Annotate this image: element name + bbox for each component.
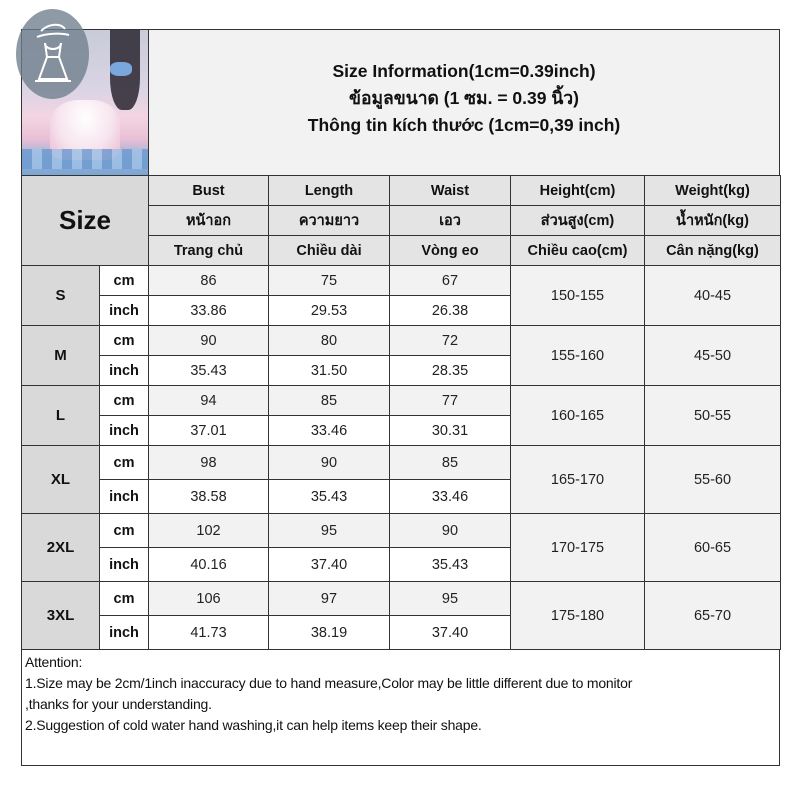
table-row [22,446,781,480]
size-label: S [22,266,100,326]
cell-value-cm: 77 [390,386,511,416]
title-english: Size Information(1cm=0.39inch) [332,61,596,81]
unit-label-inch: inch [100,356,149,386]
cell-value-cm: 67 [390,266,511,296]
col-header-weight: Weight(kg) [645,176,781,206]
title-thai: ข้อมูลขนาด (1 ซม. = 0.39 นิ้ว) [349,88,579,108]
cell-value-cm: 90 [390,514,511,548]
chart-header [21,29,780,175]
col-header-waist-th: เอว [390,206,511,236]
attention-note-1-continued: ,thanks for your understanding. [25,696,212,712]
attention-notes [21,650,780,766]
cell-value-inch: 37.01 [149,416,269,446]
col-header-length: Length [269,176,390,206]
cell-height-range: 175-180 [511,582,645,650]
size-label: 3XL [22,582,100,650]
cell-height-range: 165-170 [511,446,645,514]
cell-weight-range: 45-50 [645,326,781,386]
cell-weight-range: 60-65 [645,514,781,582]
unit-label-inch: inch [100,480,149,514]
cell-value-cm: 80 [269,326,390,356]
unit-label-cm: cm [100,386,149,416]
col-header-bust: Bust [149,176,269,206]
table-row [22,582,781,616]
cell-value-cm: 98 [149,446,269,480]
cell-height-range: 170-175 [511,514,645,582]
cell-value-cm: 86 [149,266,269,296]
unit-label-inch: inch [100,296,149,326]
cell-weight-range: 65-70 [645,582,781,650]
cell-value-cm: 72 [390,326,511,356]
table-row [22,326,781,356]
col-header-bust-vi: Trang chủ [149,236,269,266]
cell-value-inch: 38.58 [149,480,269,514]
cell-value-cm: 102 [149,514,269,548]
cell-value-cm: 95 [269,514,390,548]
cell-value-inch: 33.46 [269,416,390,446]
attention-heading: Attention: [25,654,83,670]
col-header-bust-th: หน้าอก [149,206,269,236]
apron-dress-icon [31,21,75,87]
unit-label-cm: cm [100,266,149,296]
cell-weight-range: 50-55 [645,386,781,446]
unit-label-cm: cm [100,326,149,356]
cell-value-cm: 90 [269,446,390,480]
cell-height-range: 160-165 [511,386,645,446]
title-vietnamese: Thông tin kích thước (1cm=0,39 inch) [307,115,621,135]
cell-value-inch: 37.40 [390,616,511,650]
header-row-english [22,176,781,206]
cell-value-inch: 33.46 [390,480,511,514]
cell-height-range: 155-160 [511,326,645,386]
attention-note-1: 1.Size may be 2cm/1inch inaccuracy due to hand measure,Color may be little different due to monitor [25,675,633,691]
cell-value-inch: 30.31 [390,416,511,446]
unit-label-inch: inch [100,416,149,446]
chart-title [149,30,779,175]
col-header-height: Height(cm) [511,176,645,206]
col-header-length-vi: Chiều dài [269,236,390,266]
size-table [21,175,781,650]
unit-label-cm: cm [100,582,149,616]
col-header-weight-th: น้ำหนัก(kg) [645,206,781,236]
cell-value-inch: 28.35 [390,356,511,386]
size-label: XL [22,446,100,514]
cell-value-inch: 31.50 [269,356,390,386]
cell-value-inch: 26.38 [390,296,511,326]
cell-value-cm: 85 [390,446,511,480]
cell-value-inch: 38.19 [269,616,390,650]
photo-frill [22,149,149,169]
cell-weight-range: 40-45 [645,266,781,326]
col-header-waist-vi: Vòng eo [390,236,511,266]
cell-value-cm: 97 [269,582,390,616]
cell-value-cm: 106 [149,582,269,616]
unit-label-cm: cm [100,446,149,480]
cell-value-inch: 33.86 [149,296,269,326]
size-chart [21,29,780,766]
cell-value-inch: 35.43 [269,480,390,514]
cell-value-inch: 29.53 [269,296,390,326]
table-row [22,514,781,548]
size-label: M [22,326,100,386]
table-row [22,386,781,416]
unit-label-cm: cm [100,514,149,548]
cell-value-cm: 75 [269,266,390,296]
cell-height-range: 150-155 [511,266,645,326]
cell-value-cm: 94 [149,386,269,416]
logo-badge [16,9,89,99]
cell-value-inch: 37.40 [269,548,390,582]
cell-value-inch: 35.43 [149,356,269,386]
cell-value-cm: 90 [149,326,269,356]
size-column-header: Size [22,176,149,266]
col-header-length-th: ความยาว [269,206,390,236]
col-header-weight-vi: Cân nặng(kg) [645,236,781,266]
col-header-waist: Waist [390,176,511,206]
size-label: 2XL [22,514,100,582]
table-row [22,266,781,296]
cell-value-cm: 95 [390,582,511,616]
unit-label-inch: inch [100,548,149,582]
size-label: L [22,386,100,446]
cell-value-inch: 35.43 [390,548,511,582]
cell-value-inch: 41.73 [149,616,269,650]
col-header-height-vi: Chiều cao(cm) [511,236,645,266]
cell-value-cm: 85 [269,386,390,416]
photo-bow [110,62,132,76]
cell-weight-range: 55-60 [645,446,781,514]
attention-note-2: 2.Suggestion of cold water hand washing,it can help items keep their shape. [25,717,482,733]
unit-label-inch: inch [100,616,149,650]
cell-value-inch: 40.16 [149,548,269,582]
col-header-height-th: ส่วนสูง(cm) [511,206,645,236]
